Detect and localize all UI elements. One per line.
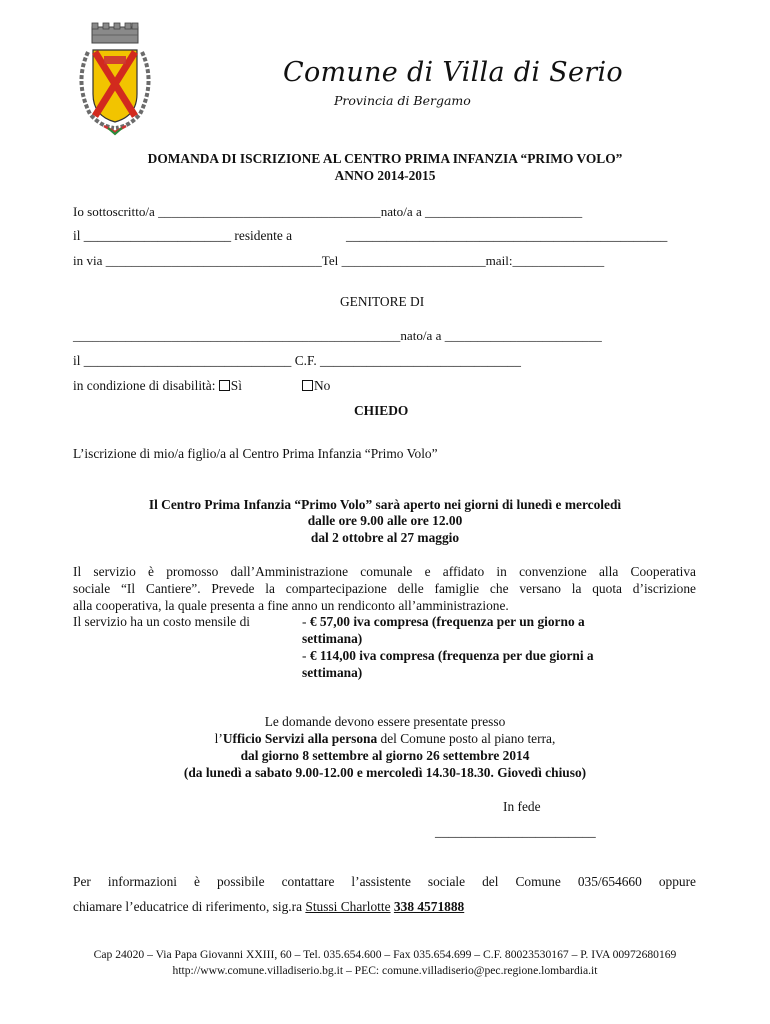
cost-2-text: € 114,00 iva compresa (frequenza per due giorni a bbox=[309, 648, 594, 663]
footer-web[interactable]: http://www.comune.villadiserio.bg.it – PEC: comune.villadiserio@pec.regione.lombardia.it bbox=[172, 964, 598, 977]
submit-text-c: del Comune posto al piano terra, bbox=[377, 731, 556, 746]
header-title: Comune di Villa di Serio bbox=[283, 57, 623, 88]
educator-name: Stussi Charlotte bbox=[305, 899, 391, 914]
cost-option-1-cont: settimana) bbox=[302, 631, 363, 646]
signature-line[interactable]: ________________________ bbox=[435, 824, 596, 839]
form-row-birth: il ______________________ residente a bbox=[73, 228, 293, 243]
dash: - bbox=[302, 614, 310, 629]
cost-label: Il servizio ha un costo mensile di bbox=[73, 614, 251, 629]
submit-hours: (da lunedì a sabato 9.00-12.00 e mercoledì 14.30-18.30. Giovedì chiuso) bbox=[183, 765, 587, 780]
form-row-child-birth: il _______________________________ C.F. ______________________________ bbox=[73, 353, 521, 368]
document-title: DOMANDA DI ISCRIZIONE AL CENTRO PRIMA INFANZIA “PRIMO VOLO” bbox=[147, 151, 623, 166]
info-line-1: Per informazioni è possibile contattare l’assistente sociale del Comune 035/654660 oppure bbox=[73, 874, 696, 889]
submit-dates: dal giorno 8 settembre al giorno 26 settembre 2014 bbox=[240, 748, 530, 763]
header-subtitle: Provincia di Bergamo bbox=[334, 93, 471, 108]
dash: - bbox=[302, 648, 310, 663]
service-paragraph-3: alla cooperativa, la quale presenta a fine anno un rendiconto all’amministrazione. bbox=[73, 598, 509, 613]
checkbox-no[interactable] bbox=[302, 380, 313, 391]
schedule-line-3: dal 2 ottobre al 27 maggio bbox=[310, 530, 460, 545]
chiedo-heading: CHIEDO bbox=[354, 403, 409, 418]
submit-text-a: l’ bbox=[214, 731, 223, 746]
submit-line-1: Le domande devono essere presentate presso bbox=[264, 714, 506, 729]
info-text: chiamare l’educatrice di riferimento, sig.ra bbox=[73, 899, 306, 914]
service-paragraph-1: Il servizio è promosso dall’Amministrazione comunale e affidato in convenzione alla Cooperativa bbox=[73, 564, 696, 579]
schedule-line-2: dalle ore 9.00 alle ore 12.00 bbox=[307, 513, 463, 528]
form-row-name: Io sottoscritto/a __________________________________nato/a a ________________________ bbox=[73, 204, 583, 219]
checkbox-si-label: Sì bbox=[230, 378, 242, 393]
checkbox-no-label: No bbox=[314, 378, 331, 393]
cost-option-2-cont: settimana) bbox=[302, 665, 363, 680]
schedule-line-1: Il Centro Prima Infanzia “Primo Volo” sarà aperto nei giorni di lunedì e mercoledì bbox=[148, 497, 622, 512]
submit-line-2 bbox=[0, 731, 770, 747]
form-row-address: in via _________________________________Tel ______________________mail:______________ bbox=[73, 253, 605, 268]
footer-address: Cap 24020 – Via Papa Giovanni XXIII, 60 – Tel. 035.654.600 – Fax 035.654.699 – C.F. 80023530167 – P. IVA 00972680169 bbox=[93, 948, 677, 961]
form-row-child-name: __________________________________________________nato/a a ________________________ bbox=[73, 328, 602, 343]
in-fede: In fede bbox=[503, 799, 541, 814]
cost-1-text: € 57,00 iva compresa (frequenza per un giorno a bbox=[309, 614, 585, 629]
disability-label: in condizione di disabilità: bbox=[73, 378, 216, 393]
form-row-residence: ________________________________________________ bbox=[346, 228, 668, 243]
checkbox-si[interactable] bbox=[219, 380, 230, 391]
disability-row bbox=[73, 378, 242, 394]
info-line-2 bbox=[73, 899, 464, 915]
document-year: ANNO 2014-2015 bbox=[334, 168, 436, 183]
request-text: L’iscrizione di mio/a figlio/a al Centro Prima Infanzia “Primo Volo” bbox=[73, 446, 438, 461]
coat-of-arms-logo bbox=[70, 22, 160, 137]
cost-option-1 bbox=[302, 614, 585, 630]
disability-no bbox=[302, 378, 330, 394]
service-paragraph-2: sociale “Il Cantiere”. Prevede la compartecipazione delle famiglie che versano la quota d’iscrizione bbox=[73, 581, 696, 596]
office-name: Ufficio Servizi alla persona bbox=[222, 731, 378, 746]
cost-option-2 bbox=[302, 648, 594, 664]
parent-of-heading: GENITORE DI bbox=[340, 294, 425, 309]
educator-phone[interactable]: 338 4571888 bbox=[393, 899, 465, 914]
